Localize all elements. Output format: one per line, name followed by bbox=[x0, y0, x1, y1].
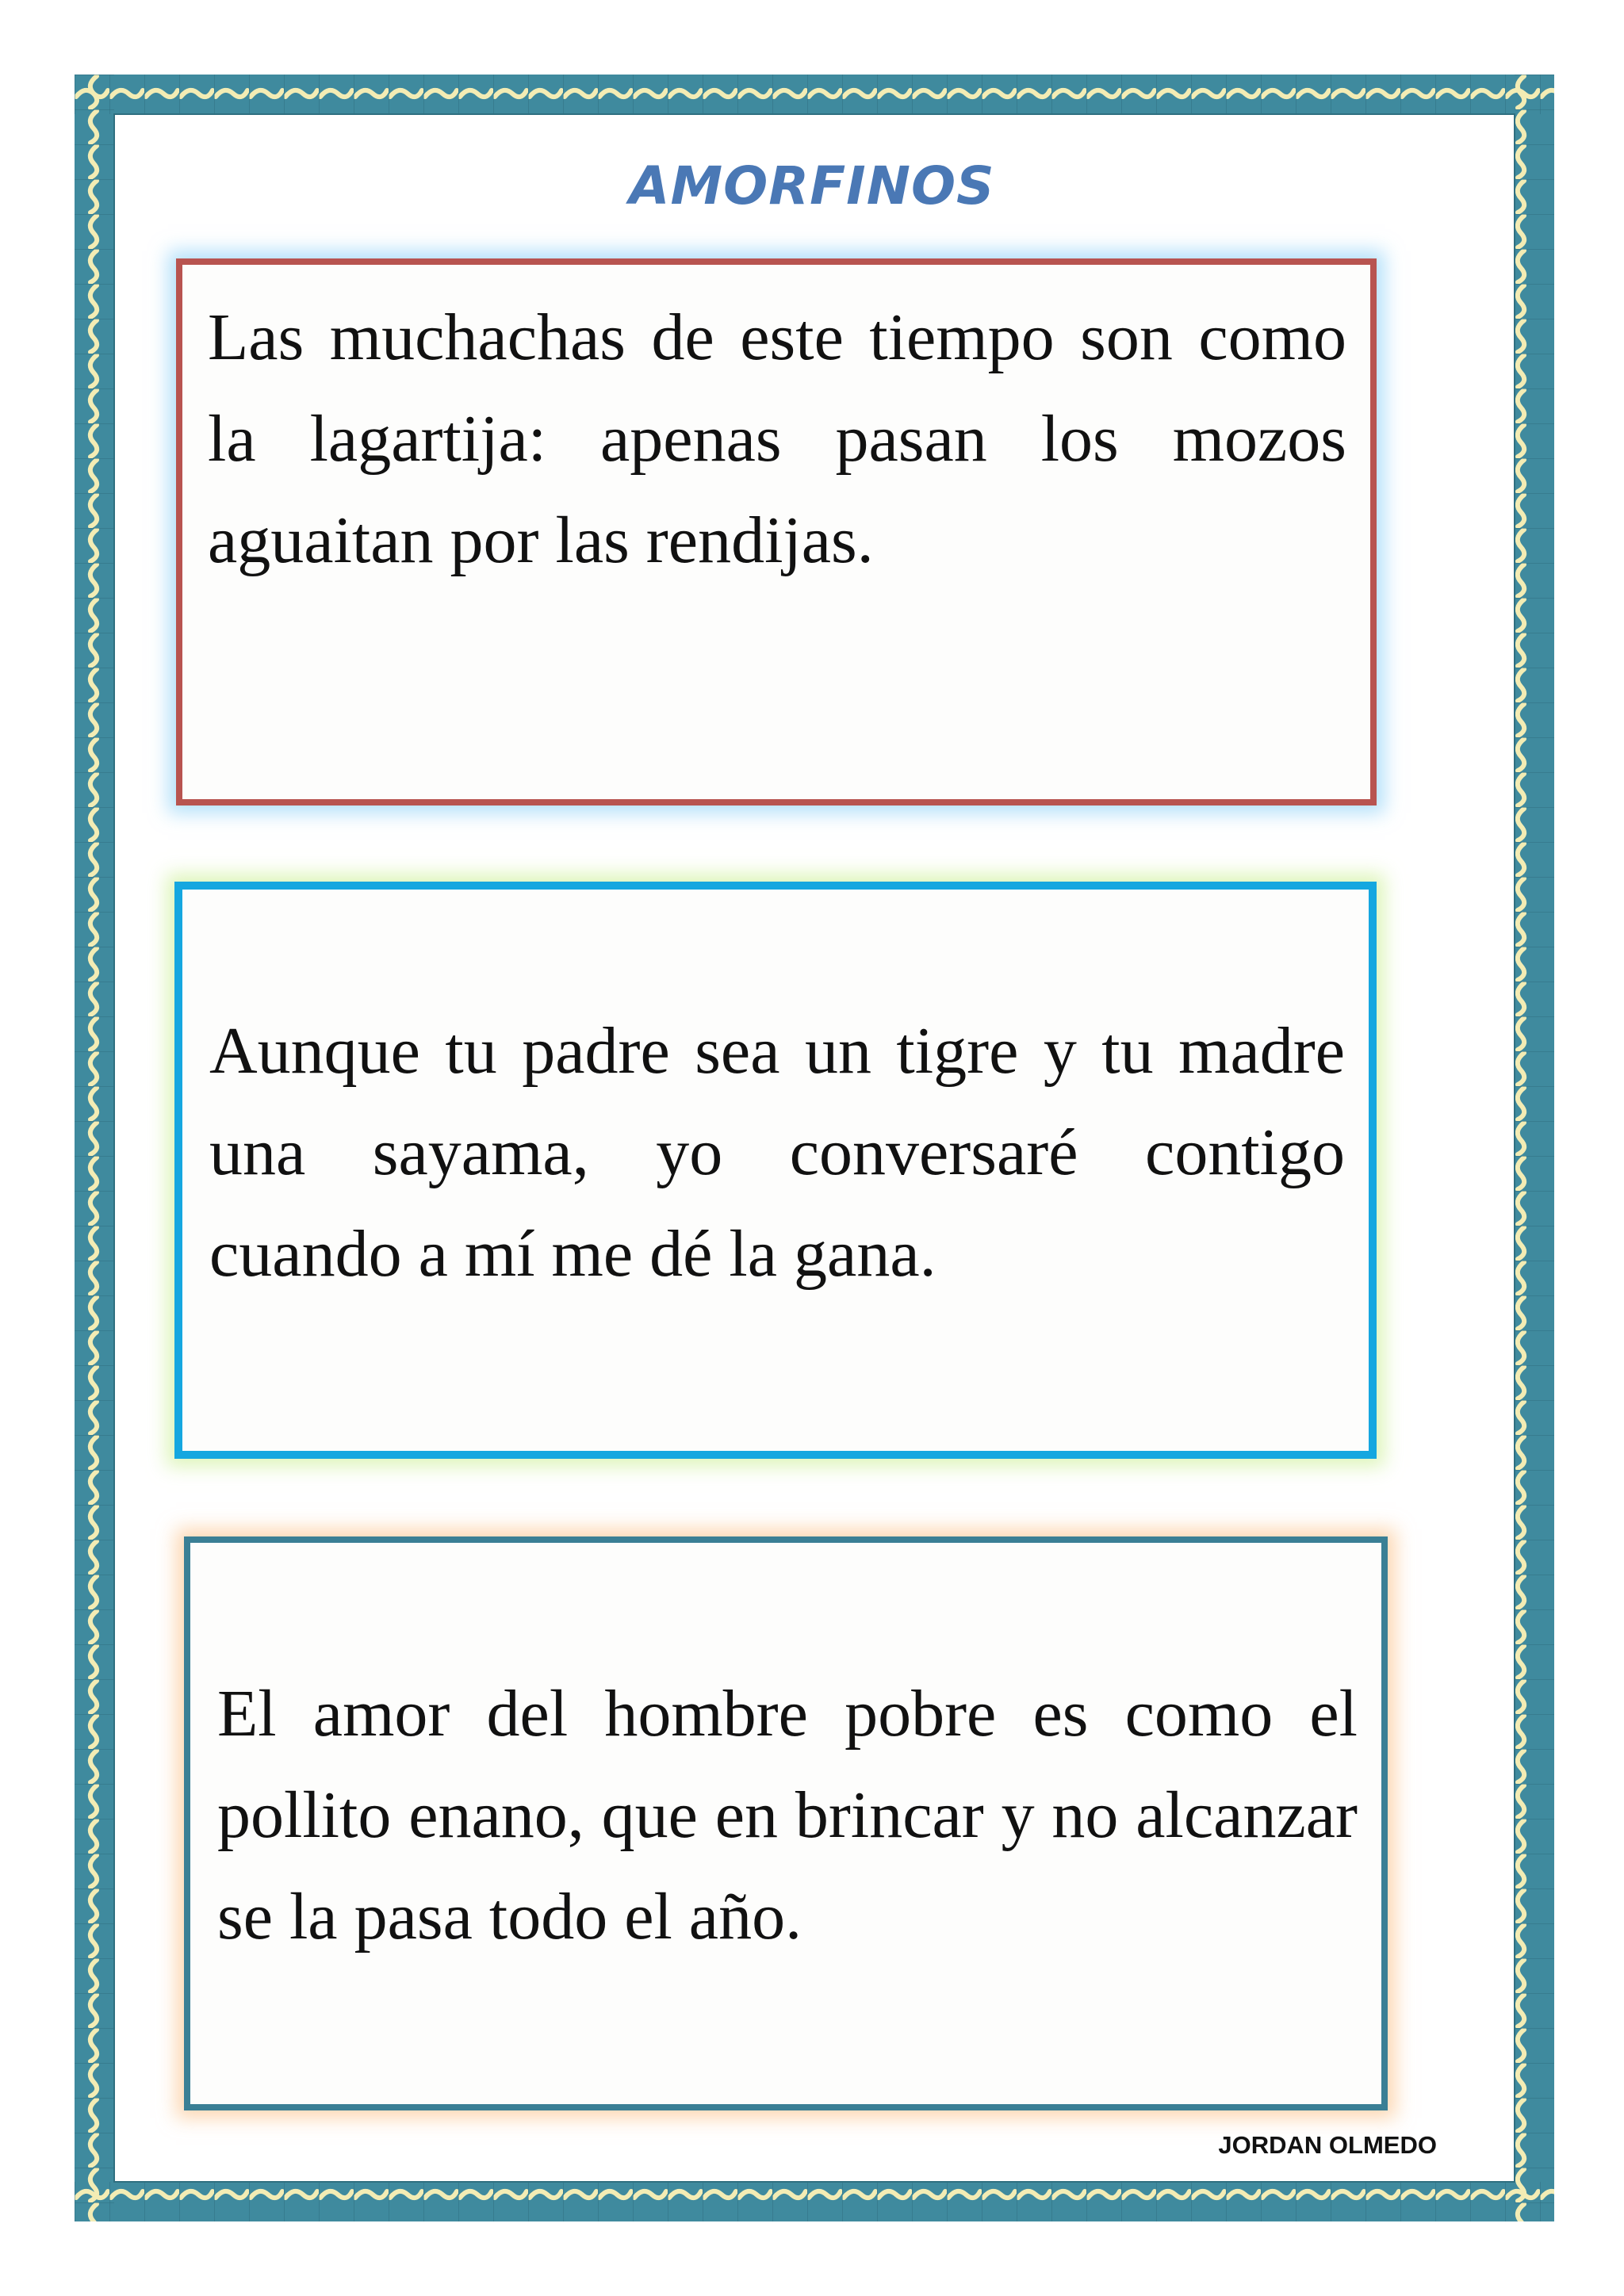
page-title: AMORFINOS bbox=[629, 155, 995, 216]
author-name: JORDAN OLMEDO bbox=[1218, 2131, 1437, 2159]
verse-card-2 bbox=[174, 882, 1377, 1459]
verse-card-1 bbox=[176, 258, 1377, 806]
verse-text-2: Aunque tu padre sea un tigre y tu madre una sayama, yo conversaré contigo cuando a mí me dé la gana. bbox=[209, 1014, 1345, 1291]
verse-card-3 bbox=[184, 1536, 1388, 2110]
verse-text-1: Las muchachas de este tiempo son como la lagartija: apenas pasan los mozos aguaitan por las rendijas. bbox=[208, 300, 1346, 577]
verse-text-3: El amor del hombre pobre es como el pollito enano, que en brincar y no alcanzar se la pasa todo el año. bbox=[217, 1677, 1358, 1954]
